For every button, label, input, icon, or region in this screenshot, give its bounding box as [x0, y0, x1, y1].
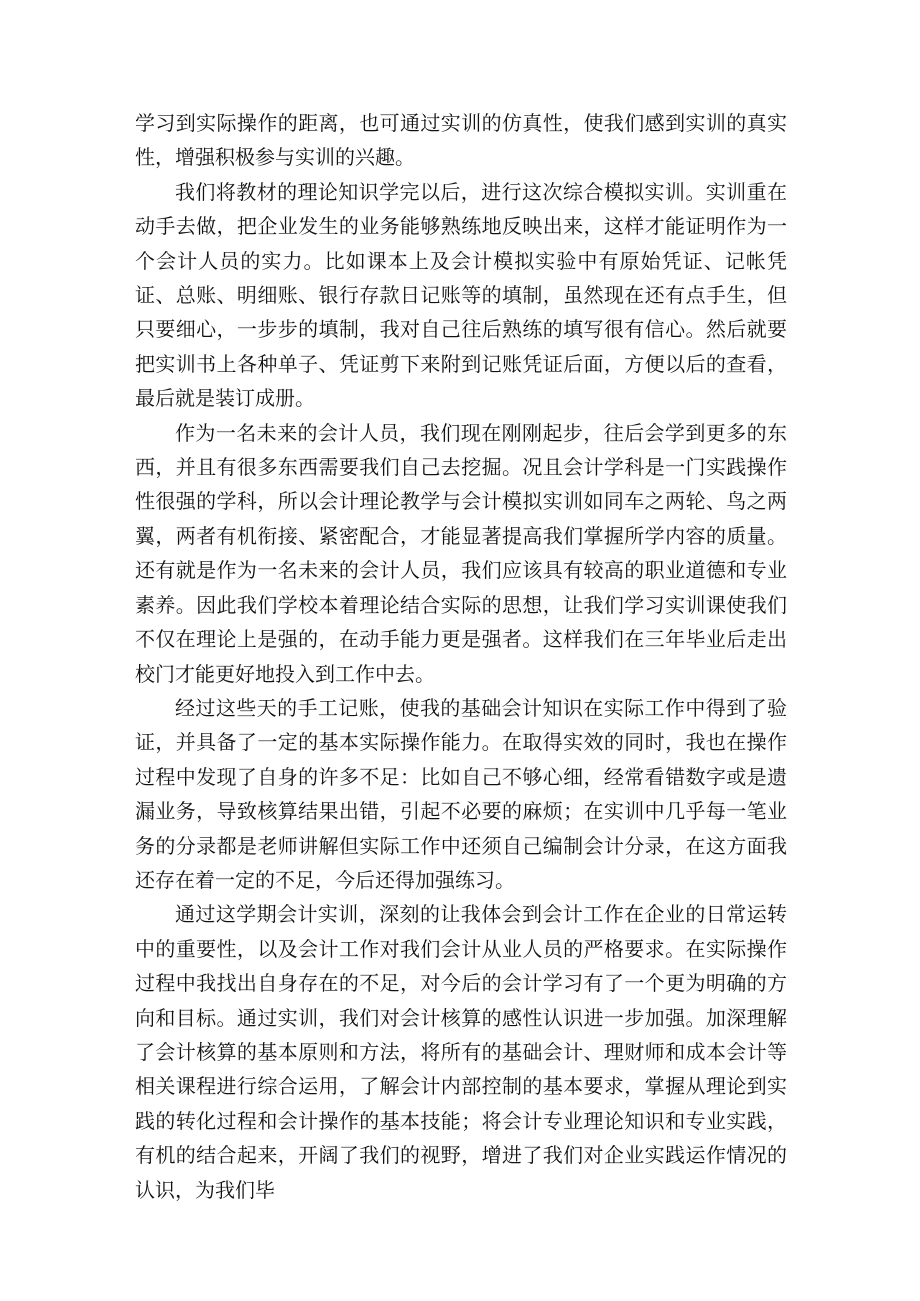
paragraph-4: 经过这些天的手工记账，使我的基础会计知识在实际工作中得到了验证，并具备了一定的基本实际操作能力。在取得实效的同时，我也在操作过程中发现了自身的许多不足：比如自己不够心细，经常看错数字或是遗漏业务，导致核算结果出错，引起不必要的麻烦；在实训中几乎每一笔业务的分录都是老师讲解但实际工作中还须自己编制会计分录，在这方面我还存在着一定的不足，今后还得加强练习。 [135, 695, 787, 892]
paragraph-5: 通过这学期会计实训，深刻的让我体会到会计工作在企业的日常运转中的重要性，以及会计工作对我们会计从业人员的严格要求。在实际操作过程中我找出自身存在的不足，对今后的会计学习有了一个更为明确的方向和目标。通过实训，我们对会计核算的感性认识进一步加强。加深理解了会计核算的基本原则和方法，将所有的基础会计、理财师和成本会计等相关课程进行综合运用，了解会计内部控制的基本要求，掌握从理论到实践的转化过程和会计操作的基本技能；将会计专业理论知识和专业实践，有机的结合起来，开阔了我们的视野，增进了我们对企业实践运作情况的认识，为我们毕 [135, 902, 787, 1202]
paragraph-3: 作为一名未来的会计人员，我们现在刚刚起步，往后会学到更多的东西，并且有很多东西需要我们自己去挖掘。况且会计学科是一门实践操作性很强的学科，所以会计理论教学与会计模拟实训如同车之两轮、鸟之两翼，两者有机衔接、紧密配合，才能显著提高我们掌握所学内容的质量。还有就是作为一名未来的会计人员，我们应该具有较高的职业道德和专业素养。因此我们学校本着理论结合实际的思想，让我们学习实训课使我们不仅在理论上是强的，在动手能力更是强者。这样我们在三年毕业后走出校门才能更好地投入到工作中去。 [135, 420, 787, 686]
paragraph-1: 学习到实际操作的距离，也可通过实训的仿真性，使我们感到实训的真实性，增强积极参与实训的兴趣。 [135, 111, 787, 170]
paragraph-2: 我们将教材的理论知识学完以后，进行这次综合模拟实训。实训重在动手去做，把企业发生的业务能够熟练地反映出来，这样才能证明作为一个会计人员的实力。比如课本上及会计模拟实验中有原始凭证、记帐凭证、总账、明细账、银行存款日记账等的填制，虽然现在还有点手生，但只要细心，一步步的填制，我对自己往后熟练的填写很有信心。然后就要把实训书上各种单子、凭证剪下来附到记账凭证后面，方便以后的查看，最后就是装订成册。 [135, 179, 787, 411]
document-page [135, 106, 787, 1207]
